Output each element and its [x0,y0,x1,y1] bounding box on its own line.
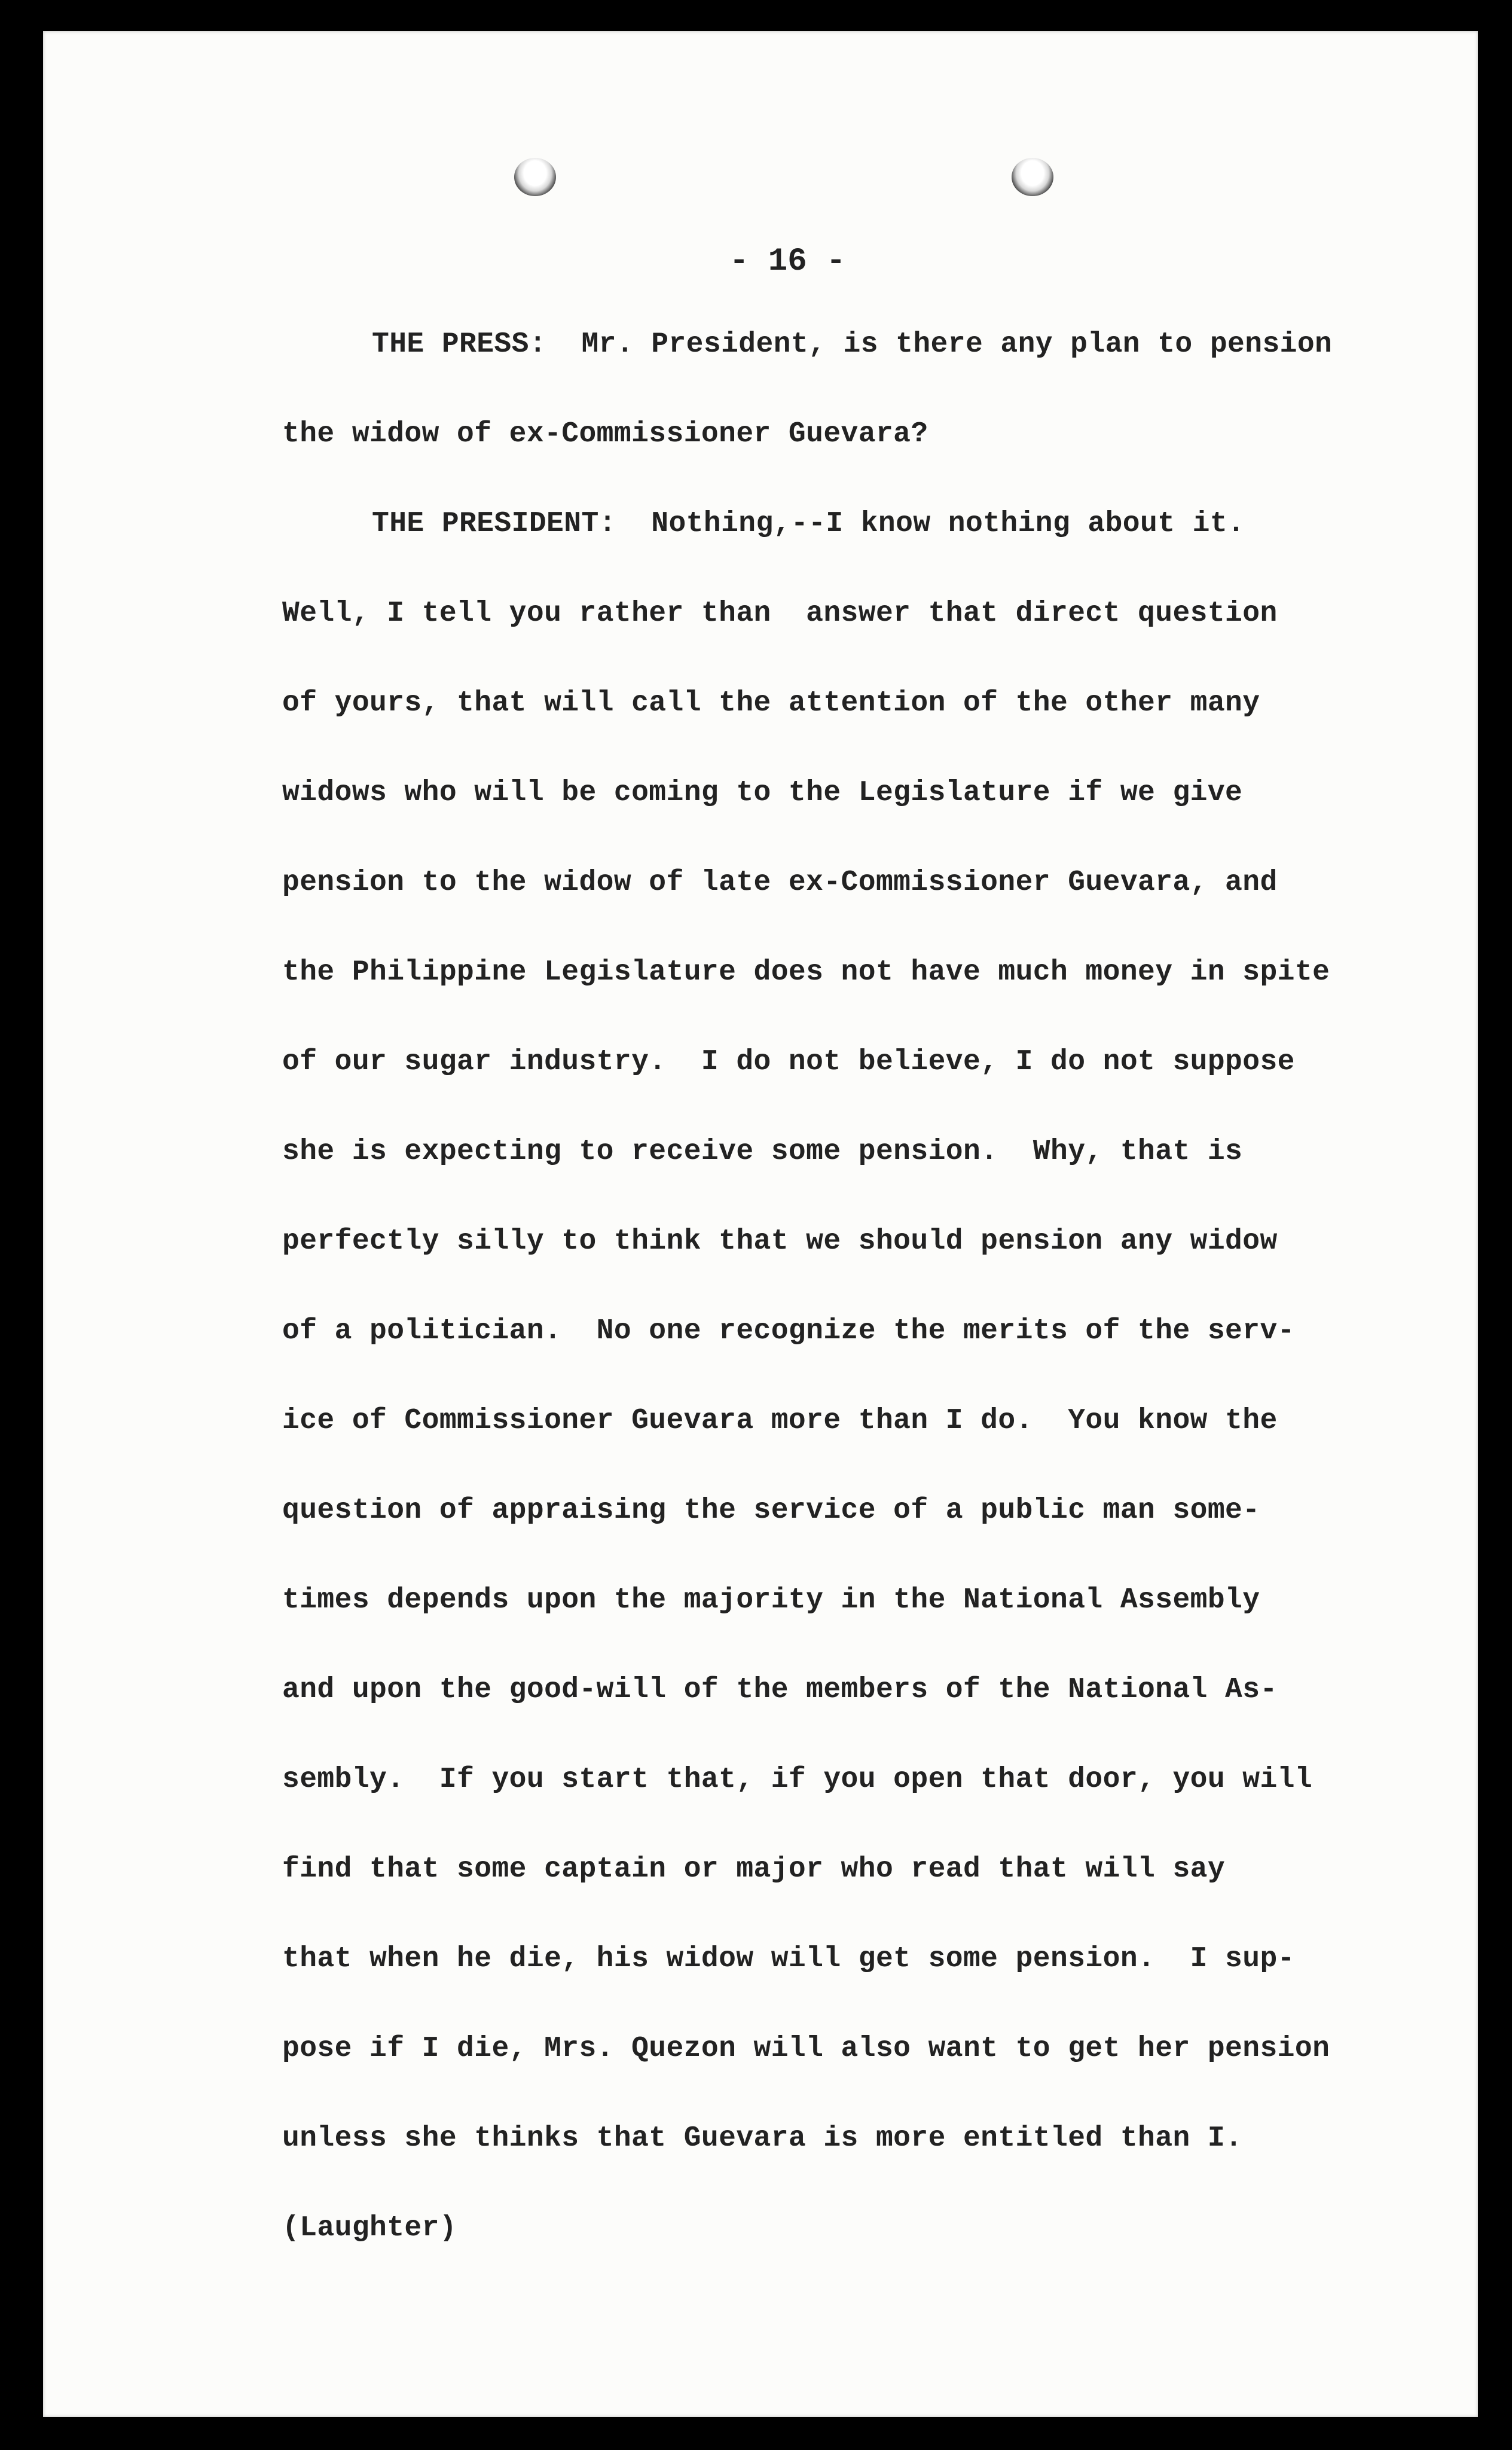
transcript-line: question of appraising the service of a public man some- [282,1494,1260,1527]
transcript-line: she is expecting to receive some pension. Why, that is [282,1136,1243,1168]
punch-hole-right [1012,158,1053,196]
transcript-line: THE PRESS: Mr. President, is there any plan to pension [372,328,1333,361]
transcript-line: perfectly silly to think that we should pension any widow [282,1225,1278,1258]
transcript-line: (Laughter) [282,2212,457,2244]
transcript-line: the widow of ex-Commissioner Guevara? [282,418,928,450]
transcript-line: and upon the good-will of the members of the National As- [282,1674,1278,1706]
transcript-line: of a politician. No one recognize the merits of the serv- [282,1315,1295,1347]
transcript-line: pension to the widow of late ex-Commissioner Guevara, and [282,866,1278,899]
transcript-line: ice of Commissioner Guevara more than I do. You know the [282,1405,1278,1437]
transcript-line: pose if I die, Mrs. Quezon will also want to get her pension [282,2033,1330,2065]
transcript-line: of yours, that will call the attention of the other many [282,687,1260,719]
transcript-line: widows who will be coming to the Legislature if we give [282,777,1243,809]
transcript-line: unless she thinks that Guevara is more entitled than I. [282,2122,1243,2155]
transcript-line: find that some captain or major who read that will say [282,1853,1226,1885]
transcript-line: sembly. If you start that, if you open that door, you will [282,1763,1313,1796]
transcript-line: THE PRESIDENT: Nothing,--I know nothing about it. [372,508,1245,540]
transcript-line: Well, I tell you rather than answer that direct question [282,597,1278,630]
transcript-line: of our sugar industry. I do not believe, I do not suppose [282,1046,1295,1078]
transcript-line: times depends upon the majority in the National Assembly [282,1584,1260,1616]
transcript-line: that when he die, his widow will get some pension. I sup- [282,1943,1295,1975]
page-number: - 16 - [729,243,846,280]
transcript-line: the Philippine Legislature does not have much money in spite [282,956,1330,988]
punch-hole-left [514,158,556,196]
document-page [43,31,1478,2417]
